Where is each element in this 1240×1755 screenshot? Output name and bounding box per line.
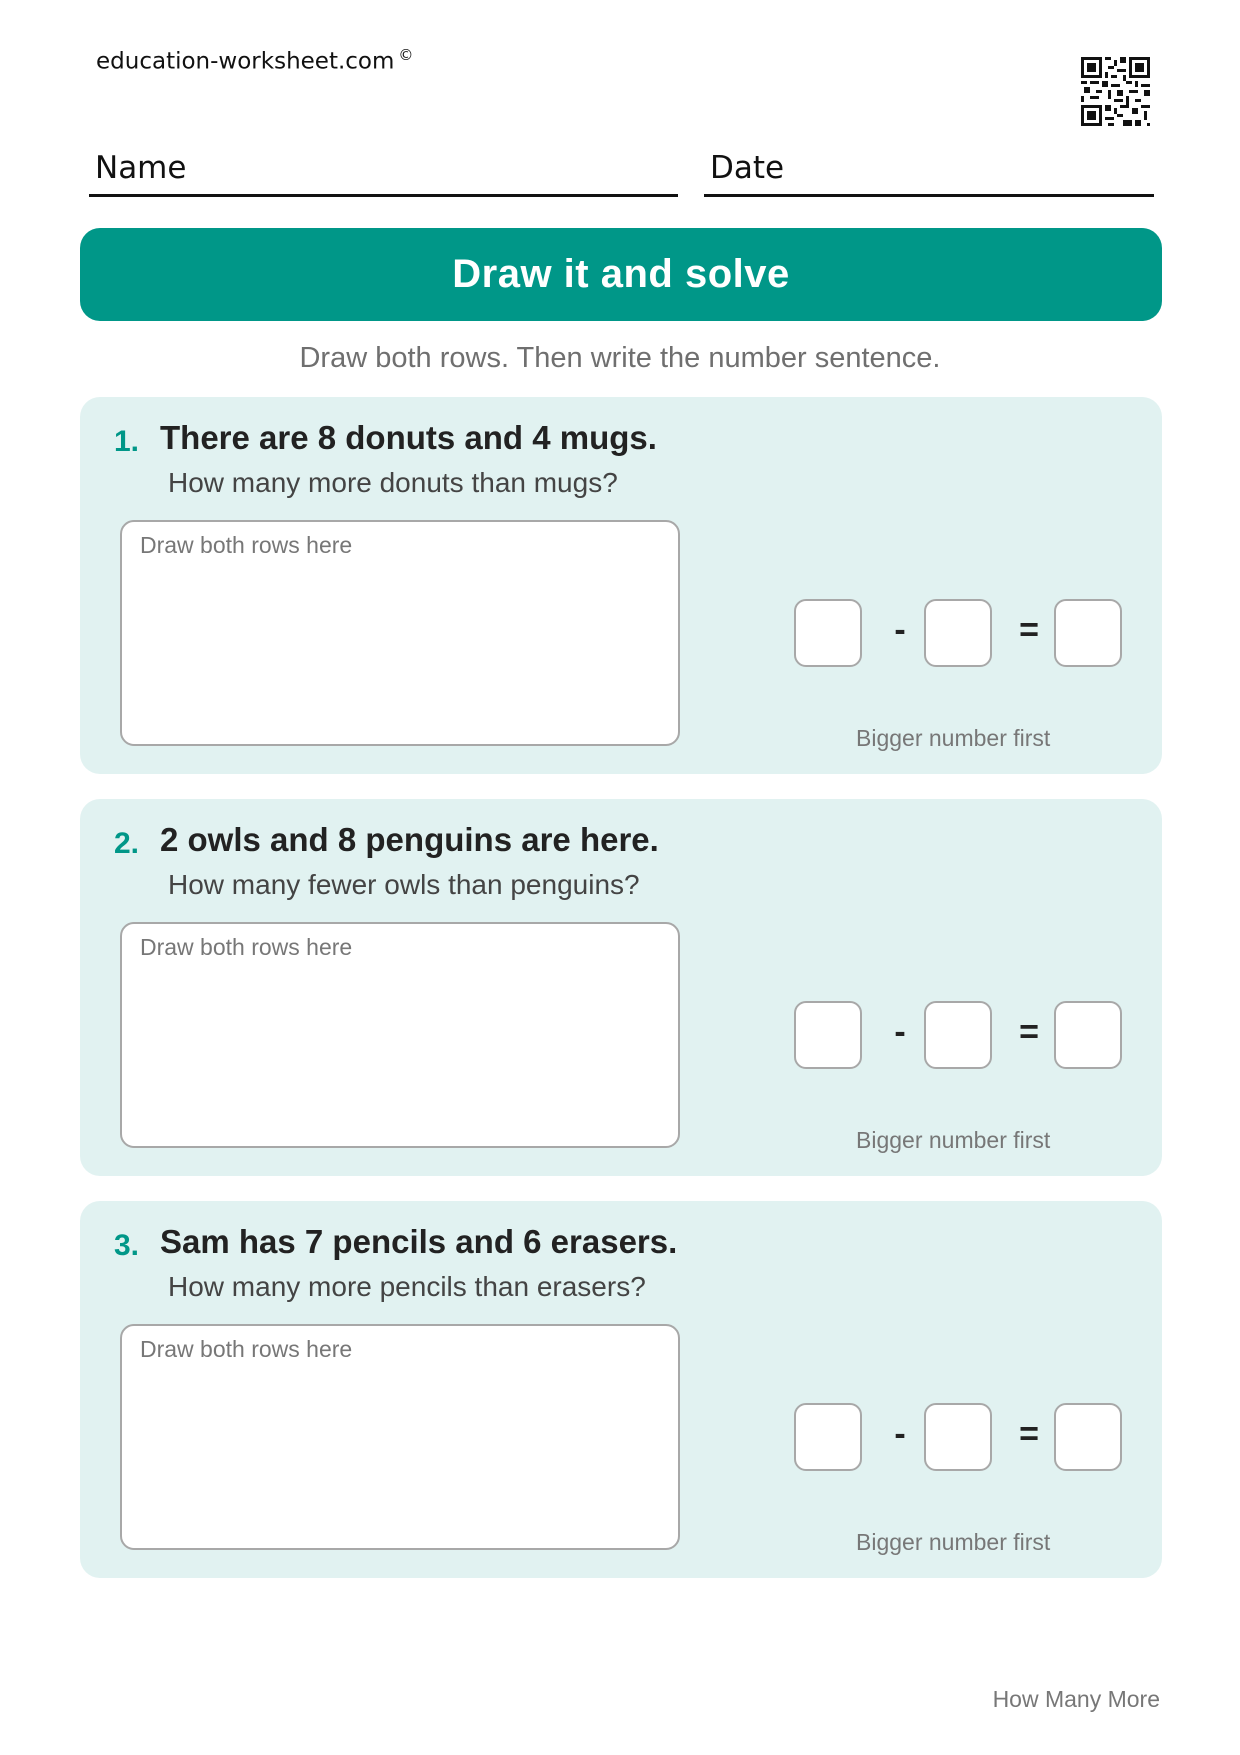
name-field[interactable] <box>89 140 678 197</box>
page-title: Draw it and solve <box>452 252 790 296</box>
minus-sign: - <box>894 611 906 649</box>
copyright-icon: © <box>398 46 414 64</box>
drawing-area-placeholder: Draw both rows here <box>140 934 353 960</box>
answer-box-bigger-number[interactable] <box>794 1001 862 1069</box>
hint-text: Bigger number first <box>856 1127 1051 1153</box>
problem-statement: Sam has 7 pencils and 6 erasers. <box>160 1223 678 1260</box>
drawing-area-placeholder: Draw both rows here <box>140 1336 353 1362</box>
qr-code-icon <box>1081 57 1150 126</box>
answer-box-bigger-number[interactable] <box>794 1403 862 1471</box>
problem-card-1 <box>80 397 1162 774</box>
problem-number: 3. <box>114 1229 140 1262</box>
minus-sign: - <box>894 1013 906 1051</box>
problem-statement: 2 owls and 8 penguins are here. <box>160 821 659 858</box>
answer-box-difference[interactable] <box>1054 599 1122 667</box>
title-banner <box>80 228 1162 321</box>
drawing-area[interactable] <box>120 1324 680 1550</box>
hint-text: Bigger number first <box>856 1529 1051 1555</box>
problem-card-3 <box>80 1201 1162 1578</box>
problem-card-2 <box>80 799 1162 1176</box>
problem-question: How many more donuts than mugs? <box>168 467 618 498</box>
answer-box-smaller-number[interactable] <box>924 1403 992 1471</box>
problem-number: 1. <box>114 425 140 458</box>
footer-topic: How Many More <box>992 1686 1160 1712</box>
instructions: Draw both rows. Then write the number sentence. <box>299 342 941 374</box>
answer-box-smaller-number[interactable] <box>924 1001 992 1069</box>
date-field[interactable] <box>704 140 1154 197</box>
answer-box-bigger-number[interactable] <box>794 599 862 667</box>
site-name-text: education-worksheet.com <box>96 48 395 75</box>
problem-statement: There are 8 donuts and 4 mugs. <box>160 419 657 456</box>
equals-sign: = <box>1019 1415 1039 1453</box>
problem-number: 2. <box>114 827 140 860</box>
hint-text: Bigger number first <box>856 725 1051 751</box>
answer-box-smaller-number[interactable] <box>924 599 992 667</box>
equals-sign: = <box>1019 611 1039 649</box>
problem-question: How many more pencils than erasers? <box>168 1271 646 1302</box>
drawing-area[interactable] <box>120 520 680 746</box>
drawing-area-placeholder: Draw both rows here <box>140 532 353 558</box>
answer-box-difference[interactable] <box>1054 1001 1122 1069</box>
date-label: Date <box>710 150 785 186</box>
answer-box-difference[interactable] <box>1054 1403 1122 1471</box>
site-name <box>96 46 413 75</box>
problem-question: How many fewer owls than penguins? <box>168 869 640 900</box>
equals-sign: = <box>1019 1013 1039 1051</box>
drawing-area[interactable] <box>120 922 680 1148</box>
name-label: Name <box>95 150 187 186</box>
minus-sign: - <box>894 1415 906 1453</box>
